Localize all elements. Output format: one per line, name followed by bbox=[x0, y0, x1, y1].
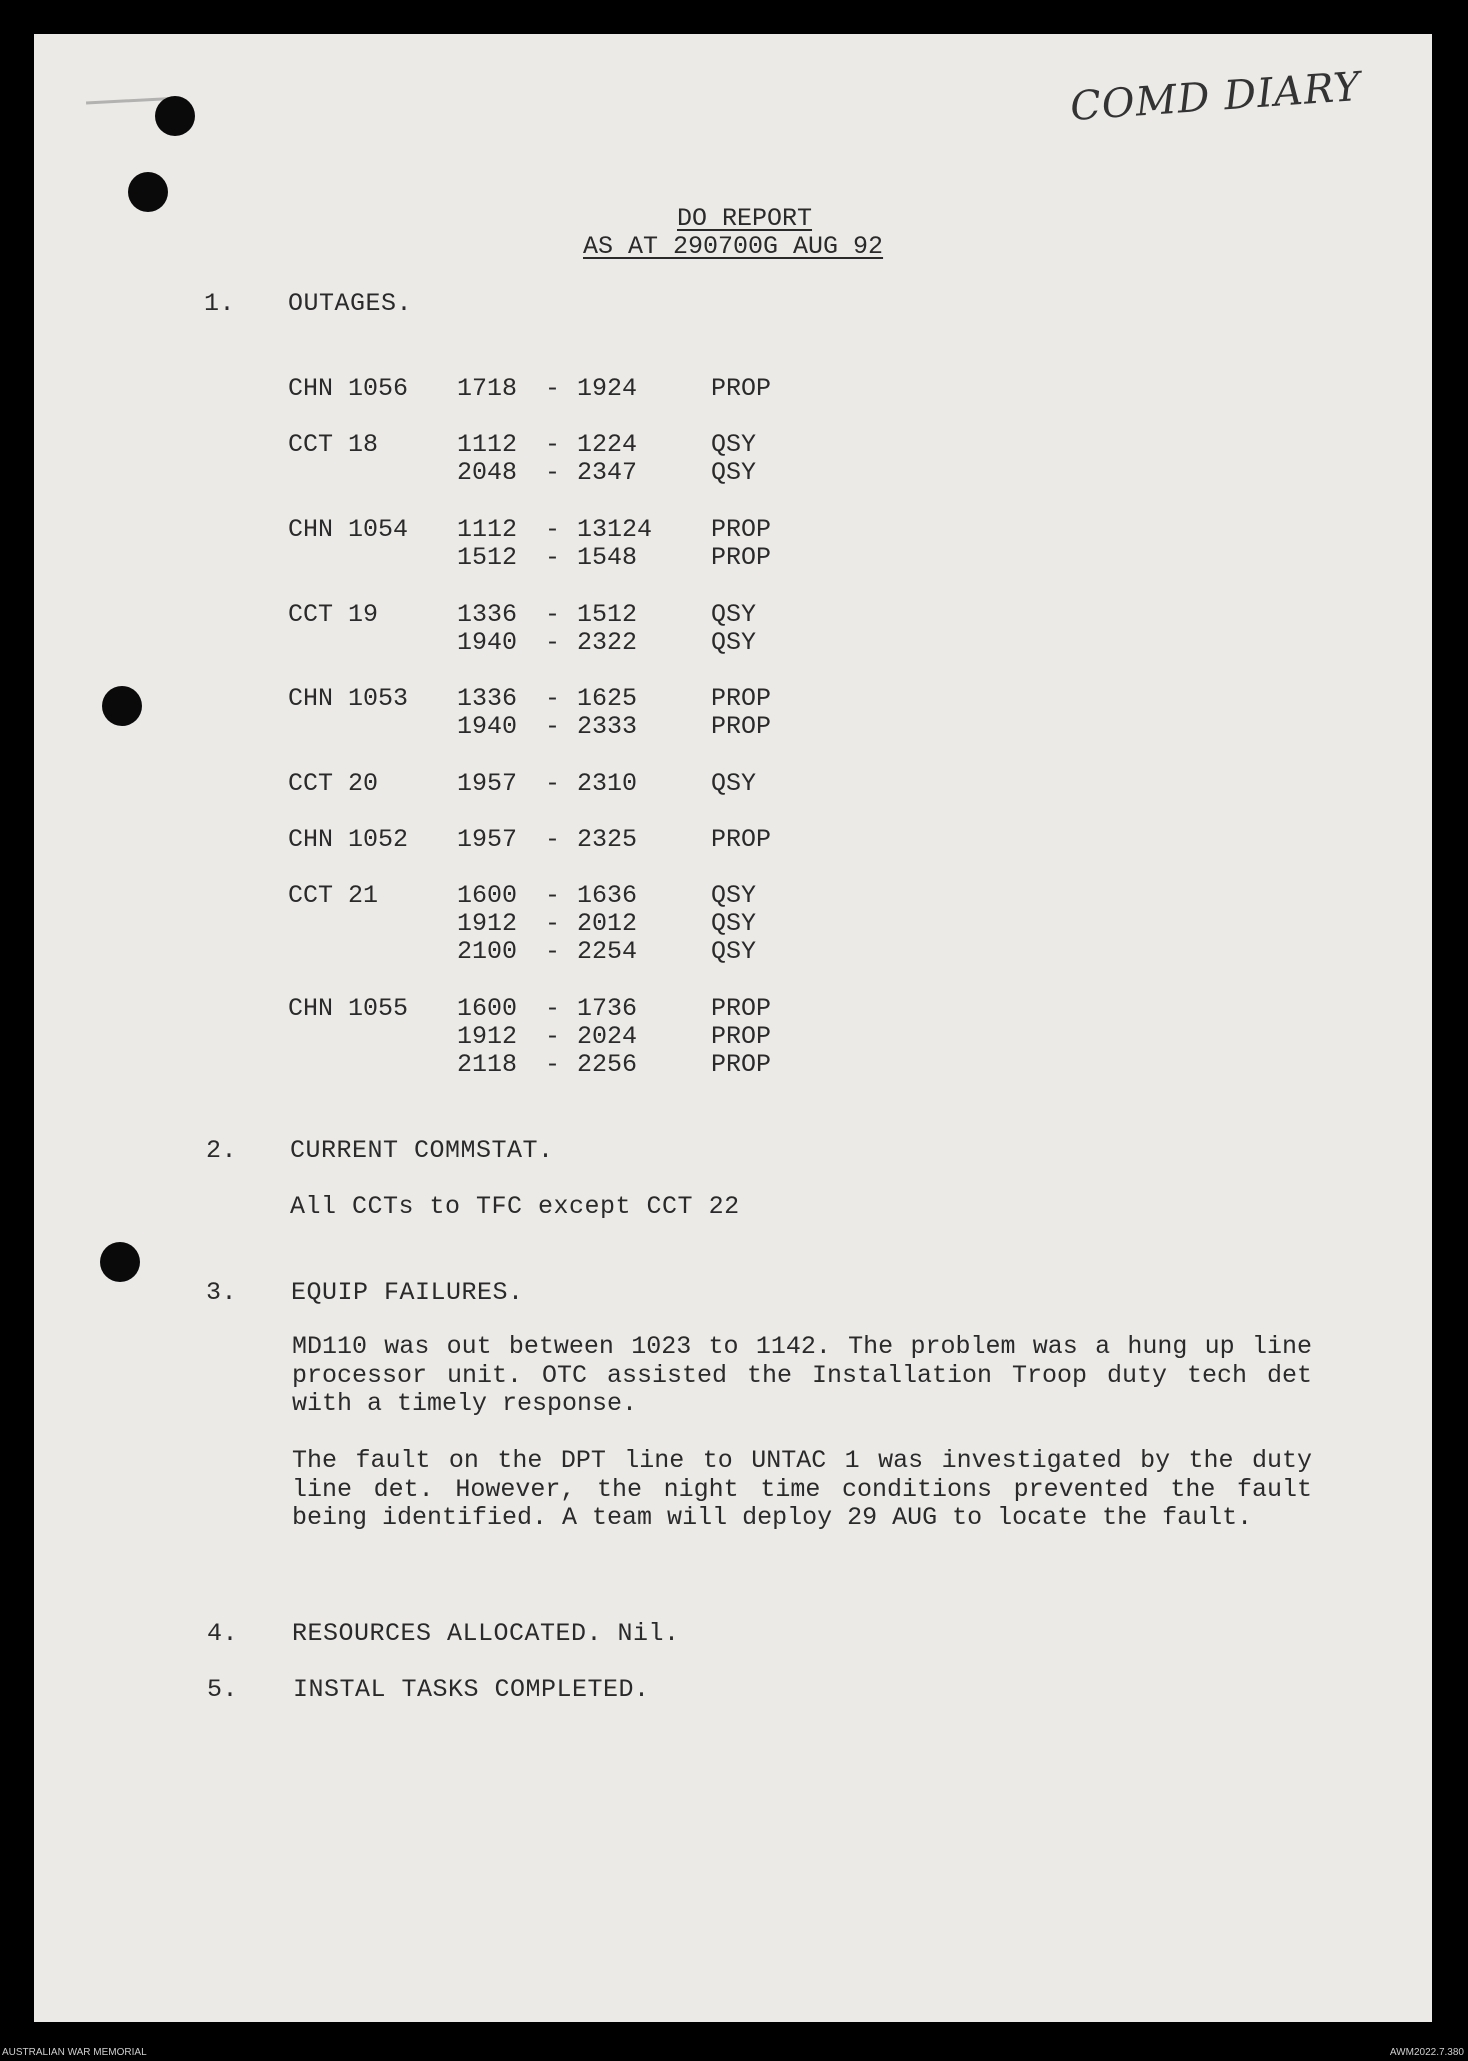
outage-reason-code: PROP bbox=[711, 1050, 772, 1079]
outage-end-time: 2325 bbox=[577, 825, 638, 854]
outage-channel: CHN 1056 bbox=[288, 374, 409, 403]
outage-reason-code: QSY bbox=[711, 628, 757, 657]
outage-end-time: 2024 bbox=[577, 1022, 638, 1051]
outage-end-time: 2254 bbox=[577, 937, 638, 966]
outage-range-dash: - bbox=[545, 684, 561, 713]
outage-end-time: 1224 bbox=[577, 430, 638, 459]
punch-hole-2 bbox=[128, 172, 168, 212]
outage-range-dash: - bbox=[545, 712, 561, 741]
outage-reason-code: PROP bbox=[711, 1022, 772, 1051]
outage-start-time: 1940 bbox=[457, 628, 518, 657]
outage-start-time: 2118 bbox=[457, 1050, 518, 1079]
outage-start-time: 1718 bbox=[457, 374, 518, 403]
outage-row bbox=[0, 515, 1468, 543]
outage-range-dash: - bbox=[545, 909, 561, 938]
section-2-number: 2. bbox=[206, 1136, 238, 1165]
section-5-number: 5. bbox=[207, 1675, 239, 1704]
report-title: DO REPORT bbox=[677, 204, 813, 233]
section-4-heading: RESOURCES ALLOCATED. Nil. bbox=[292, 1619, 680, 1648]
outage-start-time: 1512 bbox=[457, 543, 518, 572]
section-3-number: 3. bbox=[206, 1278, 238, 1307]
outage-row bbox=[0, 600, 1468, 628]
equip-failure-paragraph-2: The fault on the DPT line to UNTAC 1 was investigated by the duty line det. However, the night time conditions prevented the fault being identified. A team will deploy 29 AUG to locate the fault. bbox=[292, 1446, 1312, 1532]
outage-row bbox=[0, 937, 1468, 965]
outage-channel: CCT 21 bbox=[288, 881, 379, 910]
outage-end-time: 2012 bbox=[577, 909, 638, 938]
outage-range-dash: - bbox=[545, 881, 561, 910]
outage-end-time: 2310 bbox=[577, 769, 638, 798]
footer-right: AWM2022.7.380 bbox=[1389, 2047, 1464, 2058]
outage-reason-code: QSY bbox=[711, 881, 757, 910]
outage-row bbox=[0, 543, 1468, 571]
outage-channel: CCT 20 bbox=[288, 769, 379, 798]
outage-reason-code: PROP bbox=[711, 712, 772, 741]
outage-row bbox=[0, 628, 1468, 656]
outage-channel: CCT 19 bbox=[288, 600, 379, 629]
outage-row bbox=[0, 881, 1468, 909]
outage-row bbox=[0, 684, 1468, 712]
outage-end-time: 1625 bbox=[577, 684, 638, 713]
commstat-text: All CCTs to TFC except CCT 22 bbox=[290, 1192, 740, 1221]
outage-range-dash: - bbox=[545, 543, 561, 572]
section-4-number: 4. bbox=[207, 1619, 239, 1648]
outage-reason-code: QSY bbox=[711, 909, 757, 938]
outage-channel: CHN 1052 bbox=[288, 825, 409, 854]
outage-row bbox=[0, 374, 1468, 402]
section-3-heading: EQUIP FAILURES. bbox=[291, 1278, 524, 1307]
outage-row bbox=[0, 1022, 1468, 1050]
outage-channel: CHN 1054 bbox=[288, 515, 409, 544]
section-1-number: 1. bbox=[204, 289, 236, 318]
outage-row bbox=[0, 458, 1468, 486]
section-1-heading: OUTAGES. bbox=[288, 289, 413, 318]
report-subtitle: AS AT 290700G AUG 92 bbox=[583, 232, 884, 261]
outage-range-dash: - bbox=[545, 374, 561, 403]
outage-end-time: 1924 bbox=[577, 374, 638, 403]
footer-left: AUSTRALIAN WAR MEMORIAL bbox=[2, 2047, 147, 2058]
outage-range-dash: - bbox=[545, 430, 561, 459]
outage-end-time: 13124 bbox=[577, 515, 653, 544]
outage-row bbox=[0, 712, 1468, 740]
outage-range-dash: - bbox=[545, 937, 561, 966]
outage-reason-code: QSY bbox=[711, 937, 757, 966]
outage-start-time: 1600 bbox=[457, 994, 518, 1023]
outage-start-time: 2048 bbox=[457, 458, 518, 487]
punch-hole-4 bbox=[100, 1242, 140, 1282]
outage-end-time: 1636 bbox=[577, 881, 638, 910]
outage-row bbox=[0, 430, 1468, 458]
outage-range-dash: - bbox=[545, 628, 561, 657]
outage-start-time: 1112 bbox=[457, 430, 518, 459]
outage-reason-code: PROP bbox=[711, 684, 772, 713]
outage-channel: CHN 1055 bbox=[288, 994, 409, 1023]
outage-end-time: 1512 bbox=[577, 600, 638, 629]
outage-reason-code: PROP bbox=[711, 515, 772, 544]
outage-end-time: 1736 bbox=[577, 994, 638, 1023]
punch-hole-1 bbox=[155, 96, 195, 136]
outage-start-time: 1336 bbox=[457, 600, 518, 629]
outage-reason-code: PROP bbox=[711, 994, 772, 1023]
outage-reason-code: QSY bbox=[711, 769, 757, 798]
outage-end-time: 2322 bbox=[577, 628, 638, 657]
outage-start-time: 1112 bbox=[457, 515, 518, 544]
outage-end-time: 2347 bbox=[577, 458, 638, 487]
outage-row bbox=[0, 994, 1468, 1022]
outage-reason-code: PROP bbox=[711, 543, 772, 572]
outage-reason-code: PROP bbox=[711, 374, 772, 403]
outage-range-dash: - bbox=[545, 1050, 561, 1079]
outage-start-time: 1600 bbox=[457, 881, 518, 910]
equip-failure-paragraph-1: MD110 was out between 1023 to 1142. The problem was a hung up line processor unit. OTC assisted the Installation Troop duty tech det with a timely response. bbox=[292, 1332, 1312, 1418]
outage-reason-code: QSY bbox=[711, 430, 757, 459]
outage-range-dash: - bbox=[545, 825, 561, 854]
handwritten-note: COMD DIARY bbox=[1068, 63, 1363, 131]
outage-start-time: 1957 bbox=[457, 769, 518, 798]
outage-start-time: 1957 bbox=[457, 825, 518, 854]
outage-end-time: 2333 bbox=[577, 712, 638, 741]
outage-range-dash: - bbox=[545, 994, 561, 1023]
outage-reason-code: PROP bbox=[711, 825, 772, 854]
outage-start-time: 1940 bbox=[457, 712, 518, 741]
outage-end-time: 2256 bbox=[577, 1050, 638, 1079]
section-5-heading: INSTAL TASKS COMPLETED. bbox=[293, 1675, 650, 1704]
outage-reason-code: QSY bbox=[711, 600, 757, 629]
outage-range-dash: - bbox=[545, 769, 561, 798]
outage-start-time: 1336 bbox=[457, 684, 518, 713]
outage-reason-code: QSY bbox=[711, 458, 757, 487]
outage-start-time: 1912 bbox=[457, 1022, 518, 1051]
outage-row bbox=[0, 909, 1468, 937]
outage-range-dash: - bbox=[545, 458, 561, 487]
outage-row bbox=[0, 769, 1468, 797]
outage-row bbox=[0, 1050, 1468, 1078]
outage-channel: CHN 1053 bbox=[288, 684, 409, 713]
outage-range-dash: - bbox=[545, 1022, 561, 1051]
outage-start-time: 2100 bbox=[457, 937, 518, 966]
outage-start-time: 1912 bbox=[457, 909, 518, 938]
outage-range-dash: - bbox=[545, 515, 561, 544]
outage-end-time: 1548 bbox=[577, 543, 638, 572]
section-2-heading: CURRENT COMMSTAT. bbox=[290, 1136, 554, 1165]
outage-row bbox=[0, 825, 1468, 853]
outage-range-dash: - bbox=[545, 600, 561, 629]
outage-channel: CCT 18 bbox=[288, 430, 379, 459]
